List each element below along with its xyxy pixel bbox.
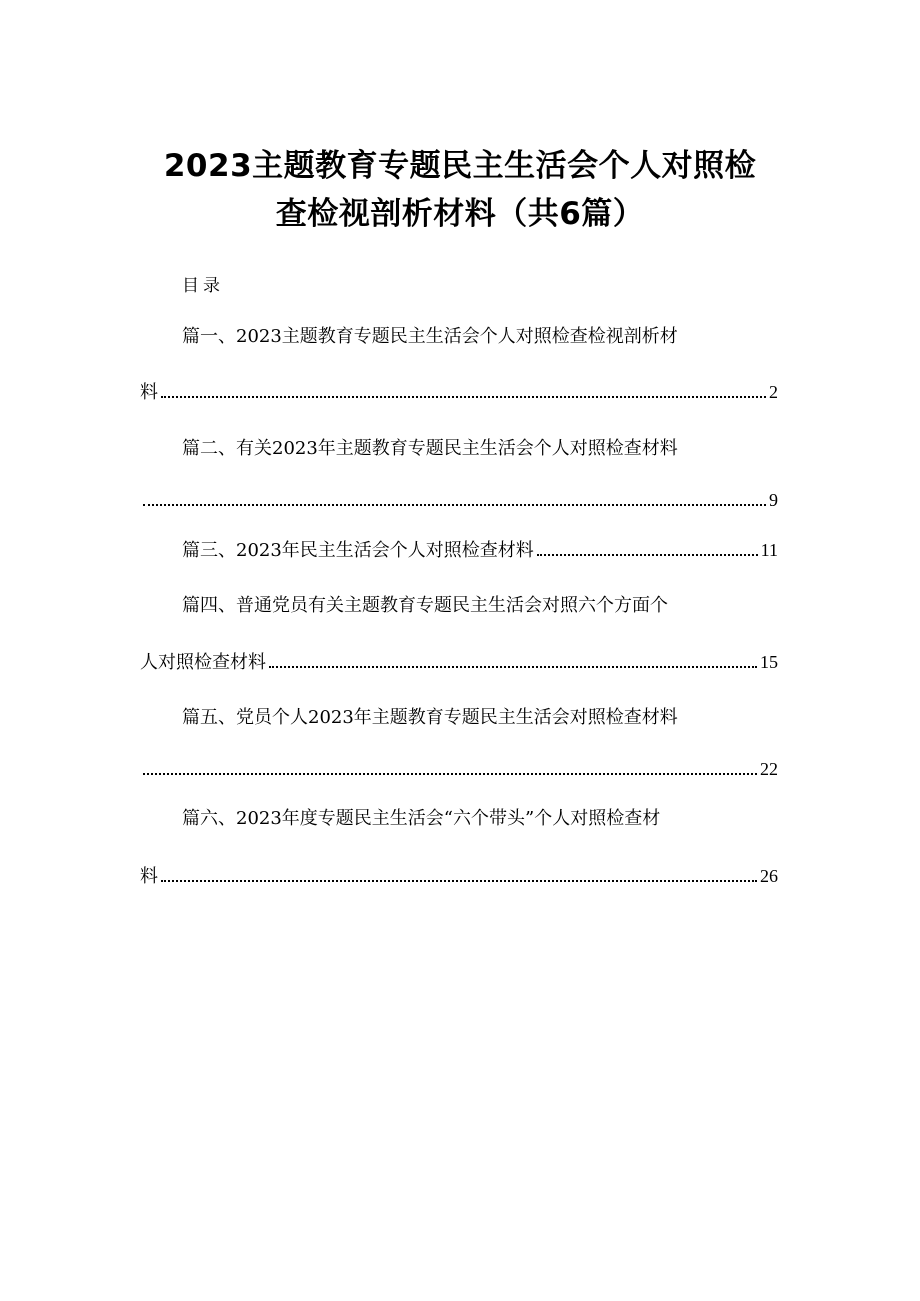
toc-entry-3-page: 11 [760,540,778,560]
toc-entry-5-leader[interactable] [140,757,778,781]
dot-leader [537,553,758,556]
toc-heading: 目录 [182,276,224,296]
toc-entry-1-leader[interactable] [140,380,778,405]
toc-entry-2-page: 9 [769,490,778,510]
dot-leader [143,503,766,506]
toc-entry-6-title[interactable]: 篇六、2023年度专题民主生活会“六个带头”个人对照检查材 [182,808,661,829]
toc-entry-4-page: 15 [760,652,778,672]
toc-entry-4-leader[interactable] [140,650,778,675]
dot-leader [161,395,766,398]
toc-entry-3-title: 篇三、2023年民主生活会个人对照检查材料 [182,540,534,561]
document-title-line-1: 2023主题教育专题民主生活会个人对照检 [163,148,757,184]
toc-entry-5-title[interactable]: 篇五、党员个人2023年主题教育专题民主生活会对照检查材料 [182,707,678,728]
toc-entry-2-title[interactable]: 篇二、有关2023年主题教育专题民主生活会个人对照检查材料 [182,438,678,459]
toc-entry-1-title[interactable]: 篇一、2023主题教育专题民主生活会个人对照检查检视剖析材 [182,326,678,347]
toc-entry-6-page: 26 [760,866,778,886]
toc-entry-2-leader[interactable] [140,488,778,512]
toc-entry-1-tail: 料 [140,382,158,403]
dot-leader [143,772,757,775]
toc-entry-4-tail: 人对照检查材料 [140,652,266,673]
toc-entry-1-page: 2 [769,382,778,402]
toc-entry-4-title[interactable]: 篇四、普通党员有关主题教育专题民主生活会对照六个方面个 [182,595,668,616]
toc-entry-6-leader[interactable] [140,864,778,889]
toc-entry-5-page: 22 [760,759,778,779]
dot-leader [269,665,757,668]
toc-entry-6-tail: 料 [140,866,158,887]
toc-entry-3-leader[interactable] [182,538,778,563]
dot-leader [161,879,757,882]
document-title-line-2: 查检视剖析材料（共6篇） [275,196,645,232]
